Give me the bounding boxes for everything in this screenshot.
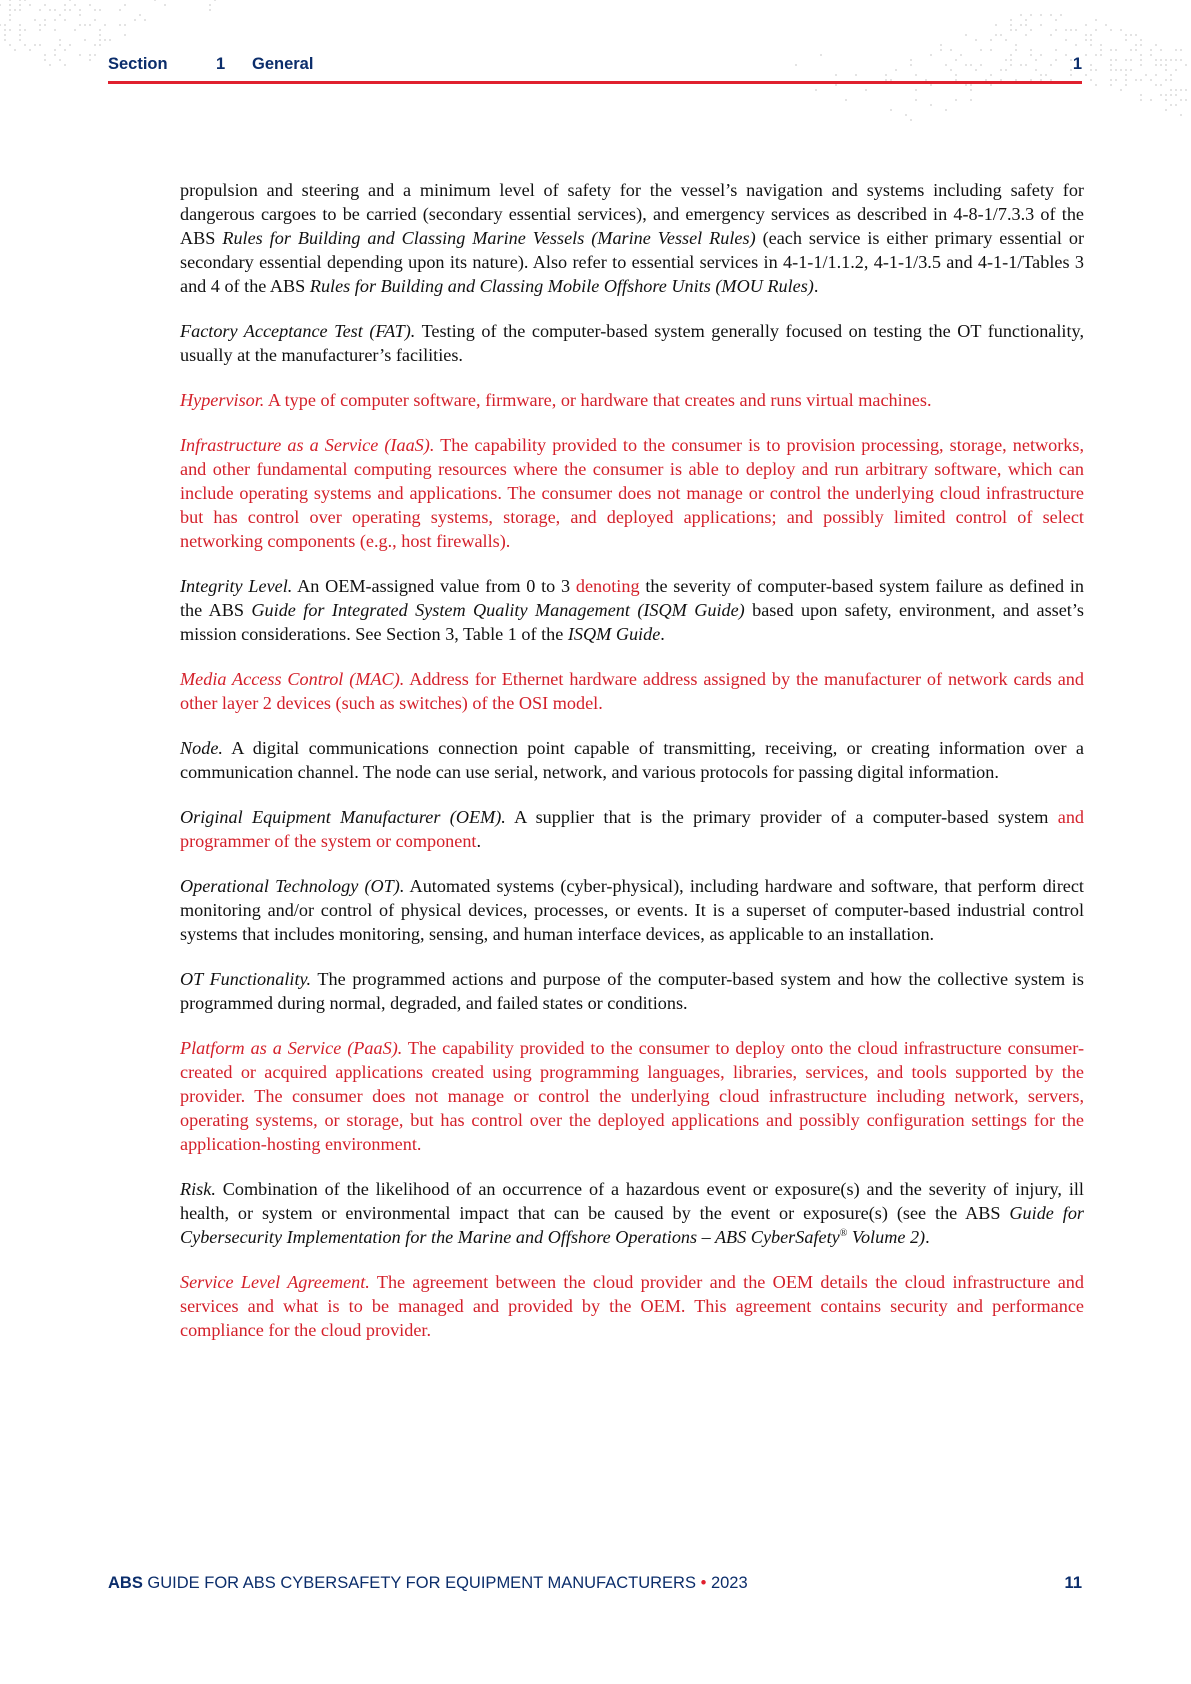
paragraph-continuation: propulsion and steering and a minimum level of safety for the vessel’s navigation and systems including safety for dangerous cargoes to be carried (secondary essential services), and emergency services as described in 4-8-1/7.3.3 of the ABS Rules for Building and Classing Marine Vessels (Marine Vessel Rules) (each service is either primary essential or secondary essential depending upon its nature). Also refer to essential services in 4-1-1/1.1.2, 4-1-1/3.5 and 4-1-1/Tables 3 and 4 of the ABS Rules for Building and Classing Mobile Offshore Units (MOU Rules). <box>180 180 1084 296</box>
term: Hypervisor. <box>180 390 265 410</box>
term: Node. <box>180 738 223 758</box>
definition-risk: Risk. Combination of the likelihood of an occurrence of a hazardous event or exposure(s) and the severity of injury, ill health, or system or environmental impact that can be caused by the event or exposure(s) (see the ABS Guide for Cybersecurity Implementation for the Marine and Offshore Operations – ABS CyberSafety® Volume 2). <box>180 1179 1084 1247</box>
footer-page-number: 11 <box>1064 1574 1082 1592</box>
definition-oem: Original Equipment Manufacturer (OEM). A supplier that is the primary provider of a computer-based system and programmer of the system or component. <box>180 807 1085 851</box>
term: Factory Acceptance Test (FAT). <box>180 321 416 341</box>
page-header <box>108 55 1082 79</box>
term: Risk. <box>180 1179 216 1199</box>
definition-sla: Service Level Agreement. The agreement between the cloud provider and the OEM details the cloud infrastructure and services and what is to be managed and provided by the OEM. This agreement contains security and performance compliance for the cloud provider. <box>180 1272 1084 1340</box>
term: Operational Technology (OT). <box>180 876 405 896</box>
definition-iaas: Infrastructure as a Service (IaaS). The capability provided to the consumer is to provision processing, storage, networks, and other fundamental computing resources where the consumer is able to deploy and run arbitrary software, which can include operating systems and applications. The consumer does not manage or control the underlying cloud infrastructure but has control over operating systems, storage, and deployed applications; and possibly limited control of select networking components (e.g., host firewalls). <box>180 435 1084 551</box>
header-rule <box>108 81 1082 84</box>
footer-title: GUIDE FOR ABS CYBERSAFETY FOR EQUIPMENT MANUFACTURERS <box>142 1574 701 1592</box>
definition-ot: Operational Technology (OT). Automated systems (cyber-physical), including hardware and software, that perform direct monitoring and/or control of physical devices, processes, or events. It is a superset of computer-based industrial control systems that includes monitoring, sensing, and human interface devices, as applicable to an installation. <box>180 876 1084 944</box>
document-body <box>180 178 1084 1363</box>
section-title: General <box>252 55 314 73</box>
definition-hypervisor: Hypervisor. A type of computer software, firmware, or hardware that creates and runs virtual machines. <box>180 390 932 410</box>
footer-brand: ABS <box>108 1574 143 1592</box>
definition-node: Node. A digital communications connection point capable of transmitting, receiving, or creating information over a communication channel. The node can use serial, network, and various protocols for passing digital information. <box>180 738 1084 782</box>
term: Original Equipment Manufacturer (OEM). <box>180 807 506 827</box>
footer-separator: • <box>700 1574 707 1592</box>
definition-ot-functionality: OT Functionality. The programmed actions and purpose of the computer-based system and how the collective system is programmed during normal, degraded, and failed states or conditions. <box>180 969 1084 1013</box>
header-page-ref: 1 <box>1072 55 1082 73</box>
term: Platform as a Service (PaaS). <box>180 1038 403 1058</box>
definition-integrity-level: Integrity Level. An OEM-assigned value from 0 to 3 denoting the severity of computer-based system failure as defined in the ABS Guide for Integrated System Quality Management (ISQM Guide) based upon safety, environment, and asset’s mission considerations. See Section 3, Table 1 of the ISQM Guide. <box>180 576 1085 644</box>
term: Integrity Level. <box>180 576 293 596</box>
definition-fat: Factory Acceptance Test (FAT). Testing of the computer-based system generally focused on testing the OT functionality, usually at the manufacturer’s facilities. <box>180 321 1084 365</box>
page-footer <box>108 1574 1082 1598</box>
term: Media Access Control (MAC). <box>180 669 405 689</box>
term: OT Functionality. <box>180 969 312 989</box>
section-number: 1 <box>216 55 226 73</box>
section-label: Section <box>108 55 168 73</box>
definition-paas: Platform as a Service (PaaS). The capability provided to the consumer to deploy onto the cloud infrastructure consumer-created or acquired applications created using programming languages, libraries, services, and tools supported by the provider. The consumer does not manage or control the underlying cloud infrastructure including network, servers, operating systems, or storage, but has control over the deployed applications and possibly configuration settings for the application-hosting environment. <box>180 1038 1085 1154</box>
definition-mac: Media Access Control (MAC). Address for Ethernet hardware address assigned by the manufacturer of network cards and other layer 2 devices (such as switches) of the OSI model. <box>180 669 1084 713</box>
term: Infrastructure as a Service (IaaS). <box>180 435 435 455</box>
footer-year: 2023 <box>706 1574 748 1592</box>
term: Service Level Agreement. <box>180 1272 370 1292</box>
